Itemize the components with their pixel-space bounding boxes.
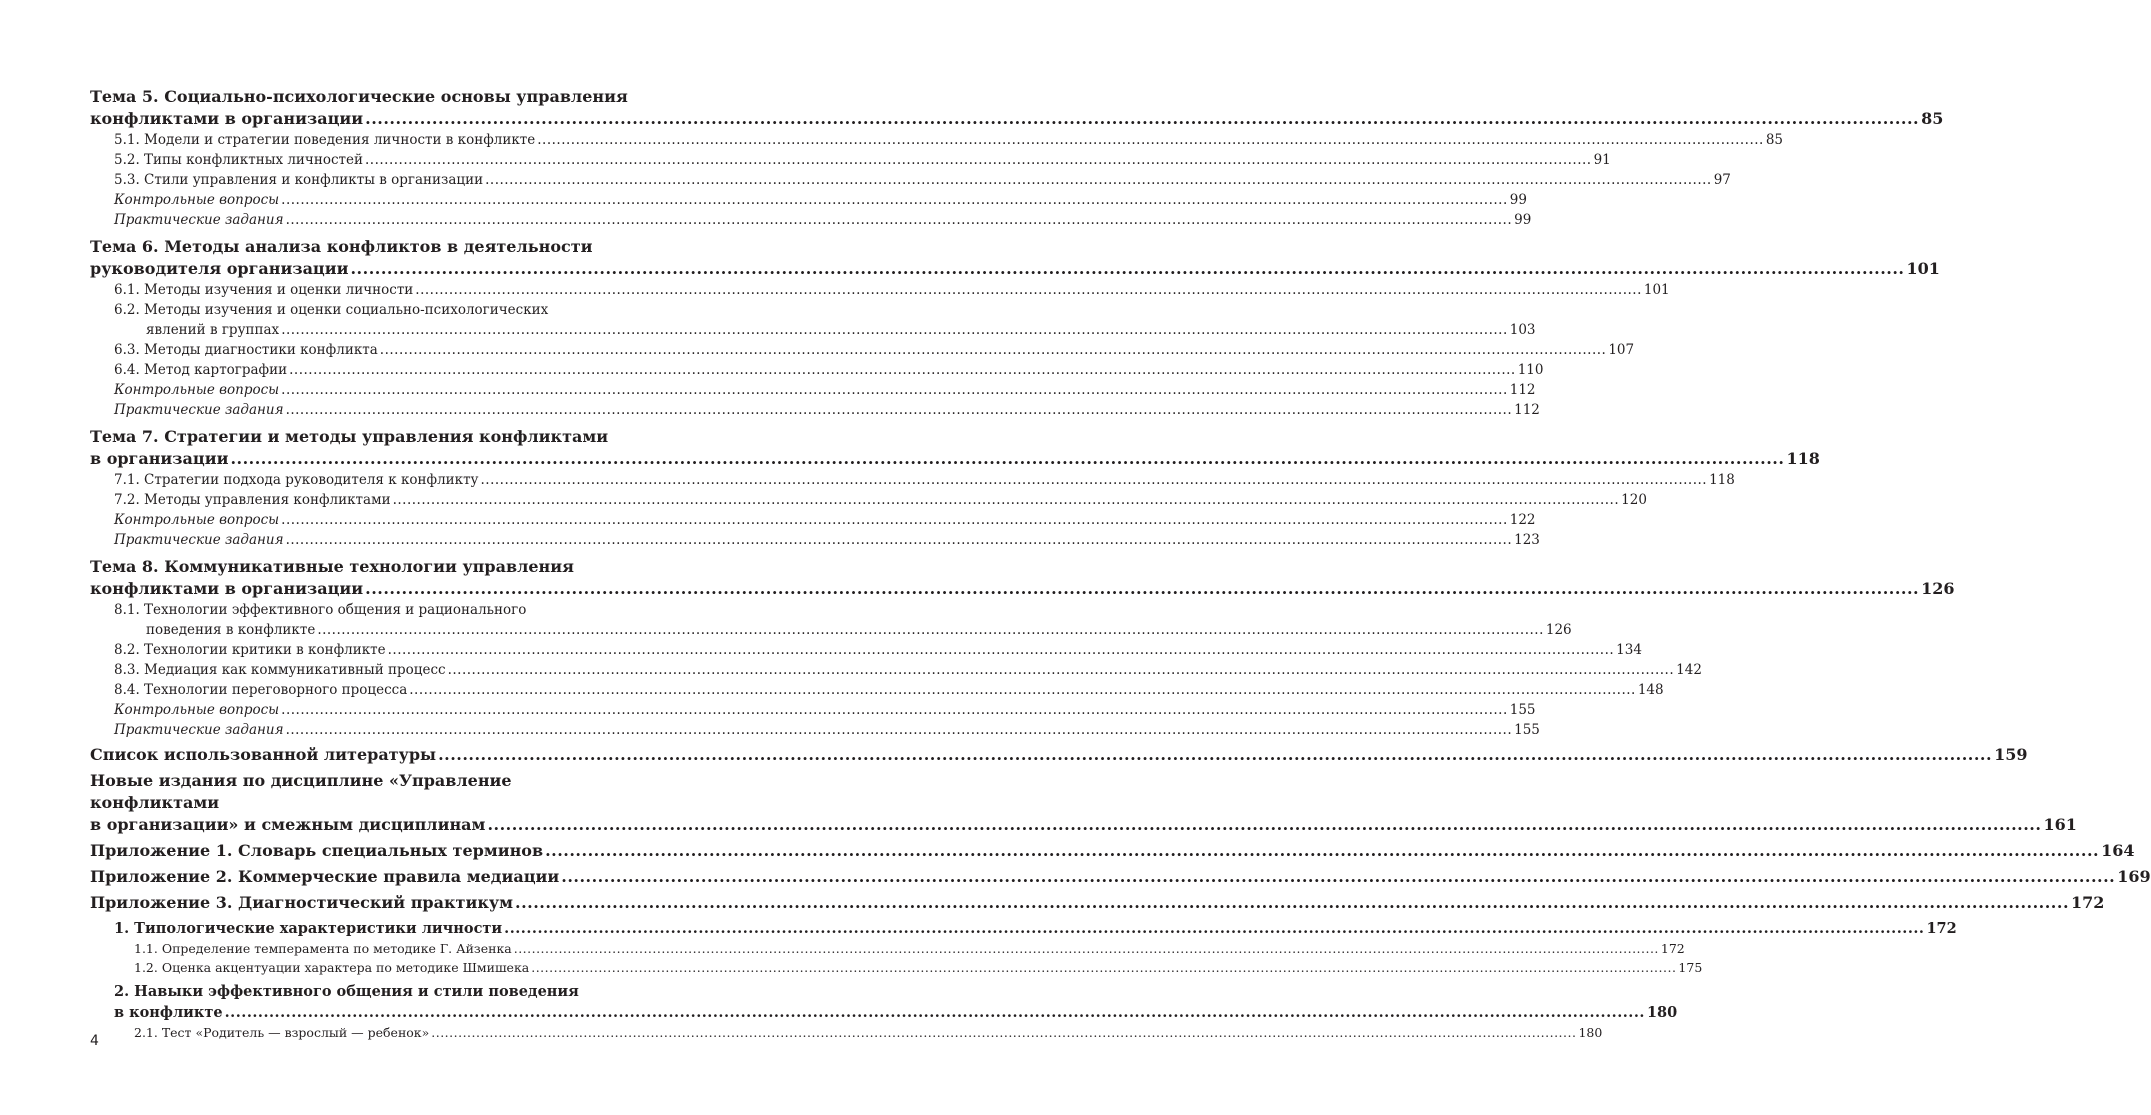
toc-entry <box>114 340 1635 360</box>
dot-leader <box>514 939 1659 958</box>
page-ref: 172 <box>1660 941 1685 956</box>
toc-entry <box>114 470 1735 490</box>
toc-entry <box>114 620 1572 640</box>
entry-label: Практические задания <box>114 532 284 548</box>
dot-leader <box>409 680 1636 700</box>
page-ref: 85 <box>1921 109 1944 128</box>
page-ref: 101 <box>1906 259 1940 278</box>
dot-leader <box>281 510 1508 530</box>
page-ref: 99 <box>1509 192 1527 208</box>
page-ref: 172 <box>2071 893 2105 912</box>
page-ref: 112 <box>1514 402 1540 418</box>
entry-label: Приложение 1. Словарь специальных терминов <box>90 841 544 860</box>
entry-label: 8.2. Технологии критики в конфликте <box>114 642 386 658</box>
entry-label: 5.1. Модели и стратегии поведения личности в конфликте <box>114 132 536 148</box>
dot-leader <box>365 150 1592 170</box>
entry-label-line1: 2. Навыки эффективного общения и стили поведения <box>114 983 579 1000</box>
toc-entry <box>114 360 1544 380</box>
topic-title-line1: Тема 7. Стратегии и методы управления конфликтами <box>90 427 609 446</box>
topic-title-text: конфликтами в организации <box>90 579 364 598</box>
page-ref: 99 <box>1514 212 1532 228</box>
toc-entry <box>114 130 1783 150</box>
dot-leader <box>545 840 2099 862</box>
topic-title-line2 <box>90 578 1955 600</box>
dot-leader <box>388 640 1615 660</box>
toc-appendix-1 <box>90 840 2135 862</box>
entry-label-line1: 6.2. Методы изучения и оценки социально-психологических <box>114 302 549 318</box>
toc-appendix-3-section-2 <box>90 981 1678 1023</box>
page-ref: 110 <box>1517 362 1544 378</box>
topic-title-line2 <box>90 258 1940 280</box>
dot-leader <box>365 578 1919 600</box>
page-ref: 126 <box>1921 579 1955 598</box>
entry-label: 6.3. Методы диагностики конфликта <box>114 342 378 358</box>
entry-label: в конфликте <box>114 1004 223 1021</box>
toc-topic-6 <box>90 236 1940 420</box>
entry-label: явлений в группах <box>146 322 280 338</box>
entry-label: 1.2. Оценка акцентуации характера по методике Шмишека <box>134 960 530 975</box>
entry-label: 6.4. Метод картографии <box>114 362 288 378</box>
topic-title-line2 <box>90 448 1820 470</box>
page-ref: 155 <box>1509 702 1536 718</box>
entry-label: Приложение 2. Коммерческие правила медиации <box>90 867 560 886</box>
topic-title-text: в организации <box>90 449 229 468</box>
dot-leader <box>286 210 1513 230</box>
entry-label: в организации» и смежным дисциплинам <box>90 815 486 834</box>
page-ref: 142 <box>1676 662 1702 678</box>
toc-appendix-2 <box>90 866 2151 888</box>
dot-leader <box>281 320 1508 340</box>
page-ref: 91 <box>1593 152 1611 168</box>
page-ref: 172 <box>1926 920 1957 937</box>
toc-appendix-3 <box>90 892 2105 914</box>
topic-title-line1: Тема 6. Методы анализа конфликтов в деятельности <box>90 237 593 256</box>
entry-label: Контрольные вопросы <box>114 192 280 208</box>
dot-leader <box>286 720 1513 740</box>
topic-title-text: руководителя организации <box>90 259 349 278</box>
entry-label: 2.1. Тест «Родитель — взрослый — ребенок» <box>134 1025 430 1040</box>
dot-leader <box>281 380 1508 400</box>
toc-topic-8 <box>90 556 1955 740</box>
toc-entry <box>114 210 1532 230</box>
dot-leader <box>481 470 1708 490</box>
toc-topic-5 <box>90 86 1944 230</box>
toc-entry <box>114 190 1527 210</box>
page-ref: 120 <box>1621 492 1647 508</box>
entry-label: 8.4. Технологии переговорного процесса <box>114 682 408 698</box>
entry-label-line1: 8.1. Технологии эффективного общения и рационального <box>114 602 527 618</box>
entry-label-line1: Новые издания по дисциплине «Управление конфликтами <box>90 771 512 812</box>
entry-label: Контрольные вопросы <box>114 702 280 718</box>
entry-label: 5.2. Типы конфликтных личностей <box>114 152 363 168</box>
page-ref: 118 <box>1709 472 1735 488</box>
page-number: 4 <box>90 1033 99 1049</box>
toc-entry <box>114 380 1536 400</box>
dot-leader <box>431 1023 1576 1042</box>
toc-entry <box>114 680 1664 700</box>
dot-leader <box>230 448 1784 470</box>
toc-entry <box>114 490 1647 510</box>
page-ref: 155 <box>1514 722 1540 738</box>
toc-entry <box>90 1023 1603 1042</box>
page-ref: 169 <box>2117 867 2151 886</box>
dot-leader <box>415 280 1642 300</box>
toc-entry <box>114 720 1540 740</box>
page-ref: 107 <box>1608 342 1635 358</box>
page-ref: 180 <box>1646 1004 1678 1021</box>
toc-entry <box>114 280 1670 300</box>
toc-entry <box>114 170 1731 190</box>
toc-literature <box>90 744 2028 766</box>
page-ref: 159 <box>1994 745 2028 764</box>
dot-leader <box>286 530 1513 550</box>
dot-leader <box>561 866 2115 888</box>
dot-leader <box>286 400 1513 420</box>
toc-topic-7 <box>90 426 1820 550</box>
topic-title-line2 <box>90 108 1944 130</box>
page-ref: 118 <box>1786 449 1820 468</box>
page-ref: 175 <box>1678 960 1703 975</box>
dot-leader <box>537 130 1764 150</box>
toc-entry <box>90 958 1703 977</box>
toc-entry <box>114 150 1611 170</box>
dot-leader <box>281 190 1508 210</box>
toc-entry <box>114 640 1642 660</box>
dot-leader <box>380 340 1607 360</box>
page-ref: 97 <box>1713 172 1731 188</box>
entry-label: Практические задания <box>114 212 284 228</box>
entry-label: 6.1. Методы изучения и оценки личности <box>114 282 414 298</box>
page-ref: 164 <box>2101 841 2135 860</box>
entry-label: 8.3. Медиация как коммуникативный процесс <box>114 662 446 678</box>
page-ref: 122 <box>1509 512 1536 528</box>
entry-label: 1.1. Определение темперамента по методике Г. Айзенка <box>134 941 512 956</box>
table-of-contents <box>90 80 2151 1042</box>
page-ref: 85 <box>1765 132 1783 148</box>
toc-entry <box>114 320 1536 340</box>
dot-leader <box>350 258 1904 280</box>
dot-leader <box>531 958 1676 977</box>
toc-appendix-3-section-1 <box>90 918 1957 939</box>
entry-label: 7.1. Стратегии подхода руководителя к конфликту <box>114 472 479 488</box>
entry-label: Контрольные вопросы <box>114 382 280 398</box>
entry-label: Практические задания <box>114 402 284 418</box>
entry-label: Контрольные вопросы <box>114 512 280 528</box>
dot-leader <box>317 620 1544 640</box>
toc-entry <box>114 400 1540 420</box>
dot-leader <box>225 1002 1645 1023</box>
toc-entry <box>90 939 1685 958</box>
dot-leader <box>365 108 1919 130</box>
topic-title-line1: Тема 8. Коммуникативные технологии управления <box>90 557 574 576</box>
dot-leader <box>289 360 1516 380</box>
entry-label: 7.2. Методы управления конфликтами <box>114 492 391 508</box>
entry-label: Практические задания <box>114 722 284 738</box>
dot-leader <box>485 170 1712 190</box>
page-ref: 134 <box>1616 642 1642 658</box>
page-ref: 103 <box>1509 322 1536 338</box>
entry-label: 5.3. Стили управления и конфликты в организации <box>114 172 484 188</box>
dot-leader <box>515 892 2069 914</box>
entry-label: Список использованной литературы <box>90 745 437 764</box>
toc-entry <box>114 700 1536 720</box>
dot-leader <box>487 814 2041 836</box>
page-ref: 161 <box>2043 815 2077 834</box>
topic-title-text: конфликтами в организации <box>90 109 364 128</box>
page-ref: 123 <box>1514 532 1540 548</box>
entry-label: поведения в конфликте <box>146 622 316 638</box>
toc-entry <box>114 660 1702 680</box>
dot-leader <box>448 660 1675 680</box>
page-ref: 148 <box>1637 682 1664 698</box>
toc-entry <box>114 510 1536 530</box>
dot-leader <box>504 918 1924 939</box>
dot-leader <box>393 490 1620 510</box>
toc-new-editions <box>90 770 2077 836</box>
dot-leader <box>438 744 1992 766</box>
page-ref: 101 <box>1643 282 1670 298</box>
entry-label: 1. Типологические характеристики личности <box>114 920 503 937</box>
page-ref: 180 <box>1578 1025 1603 1040</box>
toc-entry <box>114 530 1540 550</box>
page-ref: 126 <box>1545 622 1572 638</box>
page-ref: 112 <box>1509 382 1536 398</box>
topic-title-line1: Тема 5. Социально-психологические основы управления <box>90 87 628 106</box>
dot-leader <box>281 700 1508 720</box>
entry-label: Приложение 3. Диагностический практикум <box>90 893 514 912</box>
